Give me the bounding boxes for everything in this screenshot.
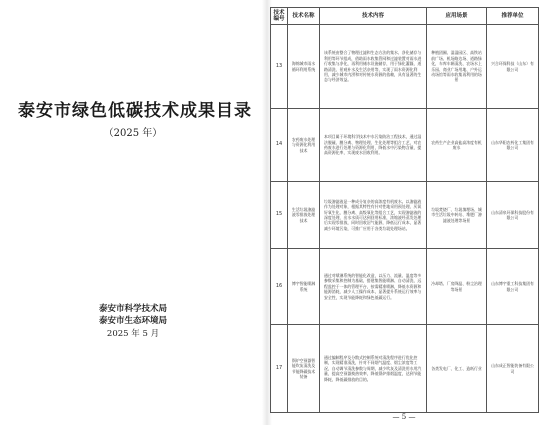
catalog-title: 泰安市绿色低碳技术成果目录: [18, 101, 252, 121]
issue-date: 2025 年 5 月: [106, 329, 160, 339]
catalog-table-page: [270, 0, 550, 425]
application-scenario: 种植团圃、湿湿园区、高铁站前广场、机场路边场、道路绿化，车库车辆清洗、农场水上乐园、商业广场用地、户外运动场馆等雨水收集再利用的场景: [431, 50, 482, 83]
table-header-row: [271, 8, 539, 25]
tech-content: 该系统由整合了物理过滤和生态方法的集水、净化储存与利用等环节组成，借助雨水收集管网和过滤装置对雨水进行收集与净化，再利用储水设施储存，用于绿化灌溉、道路清洗、景观补水及生活杂用等，实现了雨水资源化利用，减少城市内涝和对传统水资源的依赖，具有显著的生态与经济效益。: [324, 50, 422, 83]
tech-content: 通过编制程序及分散式控制系统对清洗程序进行优化控制，实现精准清洗，针对不同烟气温度、烟尘浓度等工况，自动调节清洗参数与周期，减少吹灰及清洗用水用汽量，提高空预器换热效率，降低锅炉排烟温度，达到节能降耗、降低碳排放的目的。: [324, 354, 422, 382]
header-content: 技术内容: [320, 8, 427, 25]
recommending-unit: 山东博宇重工科技集团有限公司: [491, 281, 534, 292]
row-number: 15: [271, 182, 288, 249]
header-no: 技术编号: [271, 8, 288, 25]
application-scenario: 冷却塔、厂房降温、粉尘治理等场景: [431, 281, 482, 292]
tech-name: 博宇智能喷淋系统: [291, 281, 316, 292]
tech-name: 农药废水处理与资源化利用技术: [291, 136, 316, 153]
row-number: 14: [271, 109, 288, 182]
issuer-ecology-bureau: 泰安市生态环境局: [98, 316, 167, 326]
application-scenario: 农药生产企业高盐高浓度有机废水: [431, 139, 482, 150]
application-scenario: 垃圾焚烧厂、垃圾填埋场、城市生活垃圾中转站、堆肥厂渗滤液处理等场景: [431, 206, 482, 223]
tech-content: 垃圾渗滤液是一种成分复杂的高浓度有机废水。以渗滤液作为处理对象，根据其特性有针对性地采用预处理、厌氧好氧生化、膜分离、高级氧化等组合工艺，实现渗滤液的深度处理，出水水质可达到回用标准，浓缩液经蒸发处理后实现零排放，同时回收沼气能源，降低运行成本，显著减少环境污染，可推广应用于各类垃圾处理场站。: [324, 198, 422, 231]
tech-name: 海绵城市雨水循环利用系统: [291, 61, 316, 72]
catalog-year: （2025 年）: [103, 128, 163, 139]
header-name: 技术名称: [288, 8, 320, 25]
tech-name: 生活垃圾渗滤液零排放处理技术: [291, 206, 316, 223]
cover-page: [0, 0, 262, 425]
header-unit: 推荐单位: [487, 8, 539, 25]
row-number: 16: [271, 249, 288, 325]
table-row: [271, 109, 539, 182]
row-number: 13: [271, 25, 288, 109]
issuer-science-bureau: 泰安市科学技术局: [98, 304, 167, 314]
table-row: [271, 25, 539, 109]
recommending-unit: 山东华阳农药化工集团有限公司: [491, 139, 534, 150]
page-number: — 5 —: [392, 413, 416, 421]
tech-content: 通过对喷淋系统的智能化改造，以压力、流量、温度等多参数采集和控制为基础，搭建集智能喷淋、自动清洗、远程监控于一体的管理平台，按需精准喷淋，降低水资源和能源消耗，减少人工操作成本，显著提升系统运行效率与安全性，实现节能降耗和绿色低碳运行。: [324, 272, 422, 300]
recommending-unit: 兴合环保科技（山东）有限公司: [491, 61, 534, 72]
recommending-unit: 山东清泉环保科技股份有限公司: [491, 209, 534, 220]
header-scenario: 应用场景: [427, 8, 487, 25]
tech-content: 本项目属于环境科学技术中水污染防治工程技术，通过湿法脱硫、膜分离、物理处理、生化处理等组合工艺，对农药废水进行处理与资源化利用，降低水中污染物含量，提高资源化率，实现废水回收利用。: [324, 134, 422, 156]
row-number: 17: [271, 325, 288, 413]
tech-name: 锅炉空预器智能吹灰清洗及节能降碳技术装备: [291, 357, 316, 379]
technology-table: [270, 7, 539, 413]
table-row: [271, 249, 539, 325]
table-row: [271, 182, 539, 249]
recommending-unit: 山东成正智能装备有限公司: [491, 363, 534, 374]
table-row: [271, 325, 539, 413]
application-scenario: 各类发电厂、化工、造纸行业: [431, 365, 482, 371]
